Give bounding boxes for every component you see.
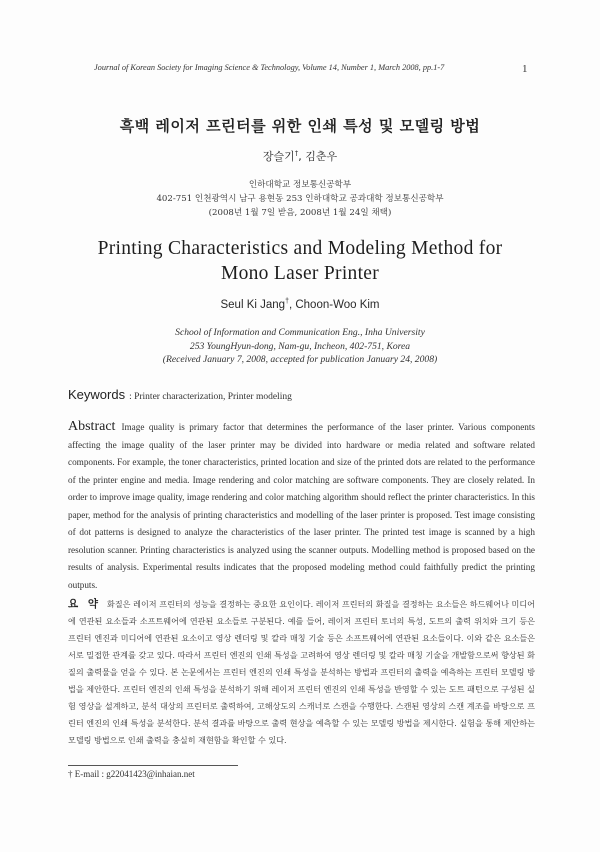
korean-author-2: 김춘우 [305, 150, 338, 163]
english-author-2: Choon-Woo Kim [295, 298, 380, 311]
korean-affiliation [0, 178, 600, 220]
english-abstract [68, 418, 535, 594]
keywords [68, 387, 548, 402]
footnote-email: E-mail : g22041423@inhaian.net [72, 769, 195, 779]
page-number: 1 [522, 63, 528, 75]
english-affiliation-line-2: 253 YoungHyun-dong, Nam-gu, Incheon, 402-751, Korea [189, 340, 411, 352]
english-title-line-2: Mono Laser Printer [220, 263, 380, 284]
english-author-1: Seul Ki Jang [220, 298, 286, 311]
abstract-label: Abstract [68, 419, 116, 434]
korean-abstract [68, 596, 535, 749]
english-affiliation-line-1: School of Information and Communication Eng., Inha University [175, 327, 425, 338]
english-dates: (Received January 7, 2008, accepted for publication January 24, 2008) [162, 354, 438, 365]
korean-title: 흑백 레이저 프린터를 위한 인쇄 특성 및 모델링 방법 [119, 117, 481, 135]
korean-abstract-text: 화질은 레이저 프린터의 성능을 결정하는 중요한 요인이다. 레이저 프린터의 화질을 결정하는 요소들은 하드웨어나 미디어에 연관된 요소들과 소프트웨어에 연관된 요소들로 구분된다. 예를 들어, 레이저 프린터 토너의 특성, 도트의 출력 위치와 크기 등은 프린터 엔진과 미디어에 연관된 요소이고 영상 렌더링 및 칼라 매칭 기술 등은 소프트웨어에 연관된 요소들이다. 이와 같은 요소들은 서로 밀접한 관계를 갖고 있다. 따라서 프린터 엔진의 인쇄 특성을 고려하여 영상 렌더링 및 칼라 매칭 기술을 개발함으로써 향상된 화질의 출력물을 얻을 수 있다. 본 논문에서는 프린터 엔진의 인쇄 특성을 분석하는 방법과 프린터의 출력을 예측하는 프린터 모델링 방법을 제안한다. 프린터 엔진의 인쇄 특성을 분석하기 위해 레이저 프린터 엔진의 인쇄 특성을 반영할 수 있는 도트 패턴으로 구성된 실험 영상을 설계하고, 분석 대상의 프린터로 출력하여, 고해상도의 스캐너로 스캔을 수행한다. 스캔된 영상의 스캔 계조를 바탕으로 프린터 엔진의 인쇄 특성을 분석한다. 분석 결과를 바탕으로 출력 현상을 예측할 수 있는 모델링 방법을 제시한다. 실험을 통해 제안하는 모델링 방법으로 인쇄 출력을 충실히 재현함을 확인할 수 있다. [68, 599, 536, 745]
footnote-rule [68, 765, 238, 766]
korean-abstract-label: 요 약 [68, 598, 102, 610]
running-header: Journal of Korean Society for Imaging Science & Technology, Volume 14, Number 1, March 2008, pp.1-7 [94, 63, 445, 72]
korean-author-1: 장슬기 [262, 150, 295, 163]
korean-affiliation-line-2: 402-751 인천광역시 남구 용현동 253 인하대학교 공과대학 정보통신공학부 [156, 194, 444, 204]
korean-dates: (2008년 1월 7일 받음, 2008년 1월 24일 채택) [208, 208, 392, 218]
english-authors [0, 298, 600, 311]
english-affiliation [0, 326, 600, 367]
author-separator-en: , [288, 298, 296, 311]
abstract-text: Image quality is primary factor that determines the performance of the laser printer. Various components affecting the image quality of the laser printer may be divided into hardware or media related and software related components. For example, the toner characteristics, printed location and size of the printed dots are related to the performance of the printer engine and media. Image rendering and color matching are software components. They are closely related. In order to improve image quality, image rendering and color matching algorithm should reflect the printer characteristics. In this paper, method for the analysis of printing characteristics and modelling of the laser printer is proposed. Test image consisting of dot patterns is designed to analyze the characteristics of the laser printer. The printed test image is scanned by a high resolution scanner. Printing characteristics is analyzed using the scanner outputs. Modelling method is proposed based on the results of analysis. Experimental results indicates that the proposed modeling method could faithfully predict the printing outputs. [68, 422, 535, 590]
corresponding-dagger-en: † [285, 298, 289, 305]
korean-authors [0, 148, 600, 164]
author-separator: , [298, 150, 306, 163]
keywords-text: : Printer characterization, Printer modeling [129, 392, 292, 402]
footnote [68, 769, 195, 779]
corresponding-dagger: † [294, 149, 299, 158]
footnote-dagger: † [68, 769, 73, 779]
keywords-label: Keywords [68, 387, 126, 402]
korean-affiliation-line-1: 인하대학교 정보통신공학부 [248, 180, 352, 190]
english-title [0, 236, 600, 286]
english-title-line-1: Printing Characteristics and Modeling Method for [97, 238, 503, 259]
